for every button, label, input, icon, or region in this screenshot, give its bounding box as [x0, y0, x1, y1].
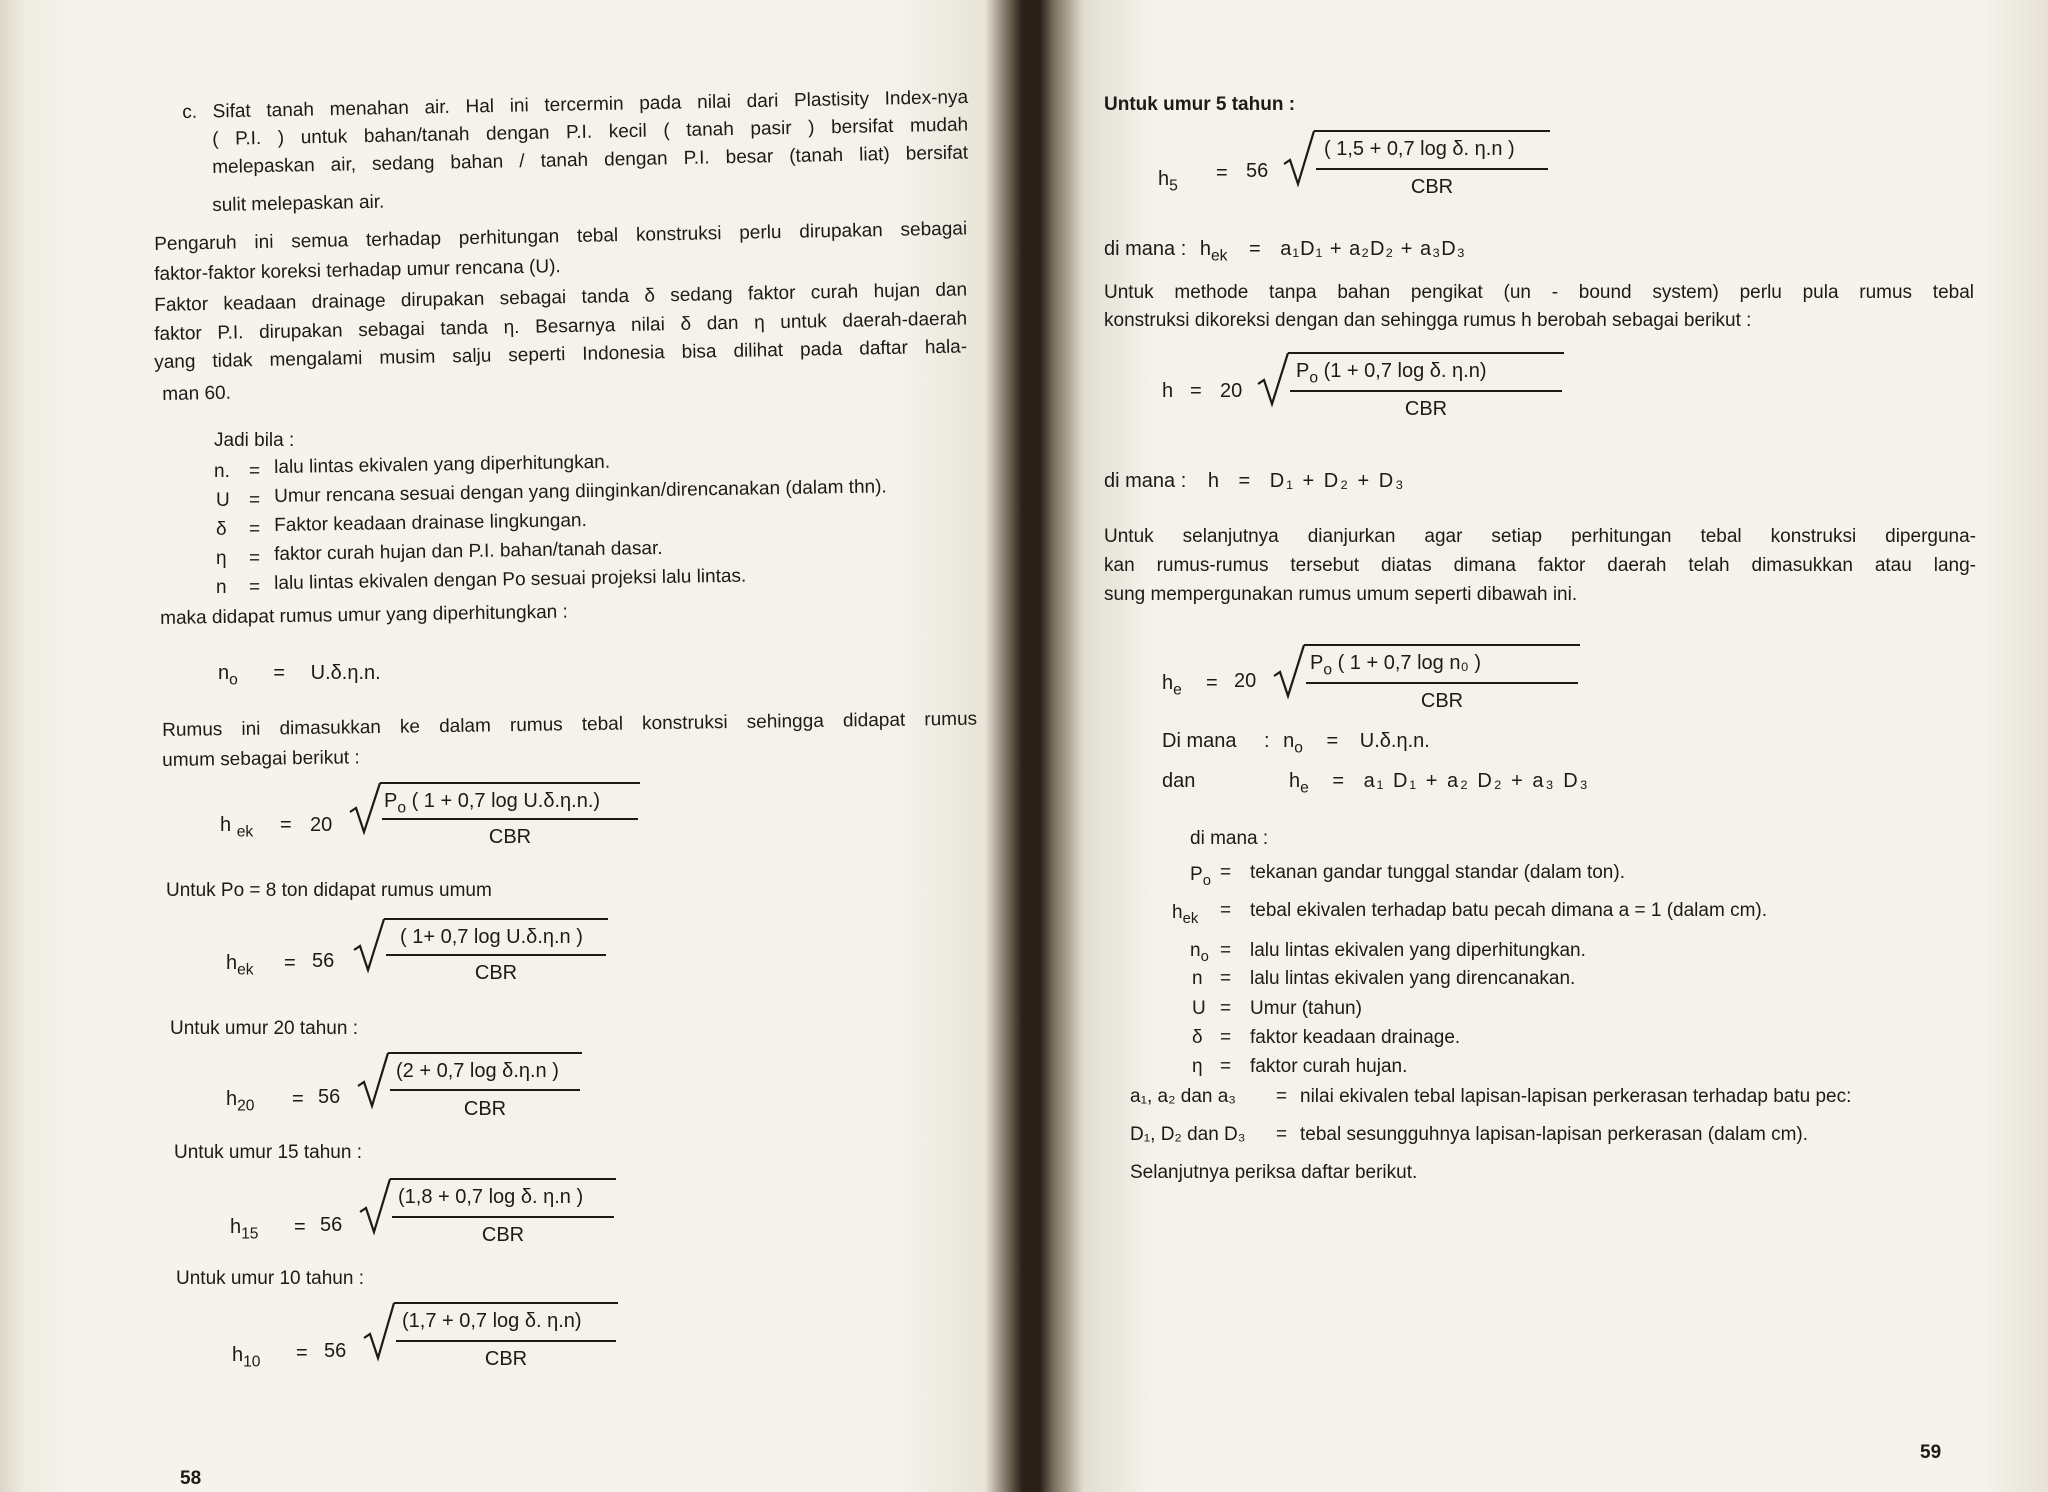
def-eq: =: [249, 548, 261, 569]
def-sym-eta: η: [216, 548, 227, 569]
def-text-a: nilai ekivalen tebal lapisan-lapisan perkerasan terhadap batu pec:: [1300, 1086, 1852, 1107]
formula-hek-sum: [1104, 238, 1466, 265]
def-sym-a: a₁, a₂ dan a₃: [1130, 1086, 1237, 1107]
formula-h5-numerator: ( 1,5 + 0,7 log δ. η.n ): [1324, 138, 1515, 160]
def-eq: =: [249, 490, 261, 511]
right-page: [1040, 0, 2048, 1492]
formula-h10-fraction-bar: [396, 1340, 616, 1342]
unbound-line-2: konstruksi dikoreksi dengan dan sehingga rumus h berobah sebagai berikut :: [1104, 310, 1752, 331]
def-eq: =: [1276, 1124, 1288, 1145]
unbound-line-1: Untuk methode tanpa bahan pengikat (un - bound system) perlu pula rumus tebal: [1104, 282, 1974, 303]
def-text-no: lalu lintas ekivalen yang diperhitungkan.: [1250, 940, 1586, 961]
umur-5-text: Untuk umur 5 tahun :: [1104, 94, 1296, 115]
def-eq: =: [1220, 862, 1232, 883]
def-text-delta: Faktor keadaan drainase lingkungan.: [274, 510, 587, 536]
umur-20-text: Untuk umur 20 tahun :: [170, 1018, 358, 1039]
formula-h-20-vinculum: [1288, 352, 1564, 354]
def-eq: =: [1220, 968, 1232, 989]
formula-hek-56-eq: =: [284, 952, 296, 974]
formula-h10-denominator: CBR: [484, 1348, 528, 1370]
he-sum-eq: =: [1332, 770, 1344, 792]
h-sum-rhs: D₁ + D₂ + D₃: [1269, 470, 1406, 492]
final-text: Selanjutnya periksa daftar berikut.: [1130, 1162, 1418, 1183]
formula-h15-eq: =: [294, 1216, 306, 1238]
formula-hek-56-numerator: ( 1+ 0,7 log U.δ.η.n ): [400, 926, 583, 948]
def-text-n-dot: lalu lintas ekivalen yang diperhitungkan.: [274, 451, 611, 478]
dan-label: dan: [1162, 770, 1196, 792]
formula-hek-20-numerator: $P_o$ ( 1 + 0,7 log U.δ.η.n.): [384, 790, 601, 817]
formula-hek-56-fraction-bar: [386, 954, 606, 956]
def-eq: =: [249, 461, 261, 482]
dimana-label: di mana :: [1104, 238, 1187, 260]
formula-h20-numerator: (2 + 0,7 log δ.η.n ): [396, 1060, 559, 1082]
formula-hek-20-fraction-bar: [382, 818, 638, 820]
formula-h15-const: 56: [320, 1214, 343, 1236]
selanjutnya-line-1: Untuk selanjutnya dianjurkan agar setiap perhitungan tebal konstruksi diperguna-: [1104, 526, 1976, 547]
item-c-line-1: c. Sifat tanah menahan air. Hal ini tercermin pada nilai dari Plastisity Index-nya: [182, 86, 969, 123]
formula-no-eq: =: [273, 662, 286, 684]
formula-he-20-eq: =: [1206, 672, 1218, 694]
formula-h5-lhs: $h_5$: [1158, 168, 1178, 195]
rumus-line-1: Rumus ini dimasukkan ke dalam rumus tebal konstruksi sehingga didapat rumus: [162, 708, 978, 741]
radical-icon: [354, 918, 386, 972]
def-text-d: tebal sesungguhnya lapisan-lapisan perkerasan (dalam cm).: [1300, 1124, 1809, 1145]
formula-he-20-const: 20: [1234, 670, 1257, 692]
formula-h20-fraction-bar: [390, 1089, 580, 1091]
def-eq: =: [1276, 1086, 1288, 1107]
no-eq: =: [1326, 730, 1339, 752]
radical-icon: [1284, 130, 1316, 186]
formula-h5-fraction-bar: [1316, 168, 1548, 170]
formula-he-20-denominator: CBR: [1420, 690, 1464, 712]
def-text-po: tekanan gandar tunggal standar (dalam ton).: [1250, 862, 1625, 883]
radical-icon: [364, 1302, 396, 1360]
no-symbol: $n_o$: [1283, 730, 1303, 757]
def-text-eta: faktor curah hujan dan P.I. bahan/tanah dasar.: [274, 537, 663, 565]
item-c-line-4: sulit melepaskan air.: [212, 191, 385, 216]
page-number-right: 59: [1920, 1442, 1942, 1463]
formula-h5-denominator: CBR: [1410, 176, 1454, 198]
formula-h15-vinculum: [390, 1178, 616, 1180]
def-sym-delta: δ: [216, 519, 227, 540]
formula-h10-const: 56: [324, 1340, 347, 1362]
formula-h15-lhs: $h_{15}$: [230, 1216, 259, 1243]
formula-hek-20-vinculum: [380, 782, 640, 784]
umur-15-text: Untuk umur 15 tahun :: [174, 1142, 362, 1163]
def-sym-hek: $h_{ek}$: [1172, 902, 1199, 928]
formula-hek-20-const: 20: [310, 814, 333, 836]
def-sym-n: n: [1192, 968, 1203, 989]
para1-line-4: faktor P.I. dirupakan sebagai tanda η. Besarnya nilai δ dan η untuk daerah-daerah: [154, 308, 968, 345]
formula-he-sum: [1162, 770, 1590, 797]
formula-h-20-numerator: $P_o$ (1 + 0,7 log δ. η.n): [1296, 360, 1487, 387]
he-symbol: $h_e$: [1288, 770, 1309, 797]
formula-h15-denominator: CBR: [481, 1224, 525, 1246]
untuk-po-text: Untuk Po = 8 ton didapat rumus umum: [166, 880, 492, 901]
formula-h-20-lhs: h: [1162, 380, 1174, 402]
def-sym-d: D₁, D₂ dan D₃: [1130, 1124, 1246, 1145]
hek-sum-rhs: a₁D₁ + a₂D₂ + a₃D₃: [1280, 238, 1466, 260]
def-sym-no: $n_o$: [1190, 940, 1209, 966]
def-sym-u: U: [1192, 998, 1206, 1019]
formula-no-lhs: $n_o$: [218, 662, 238, 689]
formula-hek-56-vinculum: [384, 918, 608, 920]
def-eq: =: [249, 519, 261, 540]
def-text-u: Umur rencana sesuai dengan yang diinginkan/direncanakan (dalam thn).: [274, 476, 887, 507]
def-eq: =: [1220, 1056, 1232, 1077]
def-text-n: lalu lintas ekivalen dengan Po sesuai projeksi lalu lintas.: [274, 565, 747, 594]
formula-h-20-denominator: CBR: [1404, 398, 1448, 420]
formula-no: [218, 662, 381, 689]
jadi-bila: Jadi bila :: [214, 430, 295, 451]
formula-hek-56-denominator: CBR: [474, 962, 518, 984]
formula-h5-const: 56: [1246, 160, 1269, 182]
left-page: [0, 0, 1022, 1492]
radical-icon: [360, 1178, 392, 1234]
radical-icon: [358, 1052, 390, 1108]
formula-h-sum: [1104, 470, 1405, 493]
def-sym-n: n: [216, 577, 227, 598]
formula-he-20-numerator: $P_o$ ( 1 + 0,7 log n₀ ): [1310, 652, 1481, 679]
formula-h20-denominator: CBR: [463, 1098, 507, 1120]
formula-h15-numerator: (1,8 + 0,7 log δ. η.n ): [398, 1186, 584, 1208]
formula-h-20-const: 20: [1220, 380, 1243, 402]
formula-he-20-fraction-bar: [1306, 682, 1578, 684]
dimana-4: di mana :: [1190, 828, 1269, 849]
item-c-line-2: ( P.I. ) untuk bahan/tanah dengan P.I. kecil ( tanah pasir ) bersifat mudah: [212, 114, 969, 150]
formula-h10-numerator: (1,7 + 0,7 log δ. η.n): [402, 1310, 582, 1332]
para1-line-6: man 60.: [162, 382, 232, 405]
colon: :: [1264, 730, 1270, 752]
def-eq: =: [1220, 900, 1232, 921]
def-eq: =: [1220, 998, 1232, 1019]
selanjutnya-line-2: kan rumus-rumus tersebut diatas dimana faktor daerah telah dimasukkan atau lang-: [1104, 555, 1976, 576]
def-text-eta: faktor curah hujan.: [1250, 1056, 1408, 1077]
def-eq: =: [249, 577, 261, 598]
def-sym-n-dot: n.: [214, 461, 230, 482]
dimana-label: Di mana: [1162, 730, 1237, 752]
hek-sum-eq: =: [1249, 238, 1261, 260]
formula-hek-20-lhs: h $_{ek}$: [220, 814, 254, 841]
he-sum-rhs: a₁ D₁ + a₂ D₂ + a₃ D₃: [1363, 770, 1590, 792]
formula-hek-20-denominator: CBR: [488, 826, 532, 848]
def-text-delta: faktor keadaan drainage.: [1250, 1027, 1461, 1048]
formula-no-rhs: U.δ.η.n.: [310, 662, 381, 684]
hek-symbol: $h_{ek}$: [1199, 238, 1228, 265]
def-text-n: lalu lintas ekivalen yang direncanakan.: [1250, 968, 1576, 989]
radical-icon: [350, 782, 382, 834]
para1-line-3: Faktor keadaan drainage dirupakan sebagai tanda δ sedang faktor curah hujan dan: [154, 279, 968, 316]
formula-h5-eq: =: [1216, 162, 1228, 184]
page-number-left: 58: [180, 1468, 202, 1489]
h-sum-eq: =: [1238, 470, 1251, 492]
radical-icon: [1258, 352, 1290, 406]
para1-line-2: faktor-faktor koreksi terhadap umur rencana (U).: [154, 256, 561, 285]
formula-h10-eq: =: [296, 1342, 308, 1364]
def-text-hek: tebal ekivalen terhadap batu pecah dimana a = 1 (dalam cm).: [1250, 900, 1768, 921]
formula-h5-vinculum: [1314, 130, 1550, 132]
formula-h10-lhs: $h_{10}$: [232, 1344, 261, 1371]
dimana-label: di mana :: [1104, 470, 1187, 492]
def-sym-po: $P_o$: [1190, 864, 1211, 890]
no-rhs: U.δ.η.n.: [1359, 730, 1430, 752]
formula-hek-56-lhs: $h_{ek}$: [226, 952, 254, 979]
selanjutnya-line-3: sung mempergunakan rumus umum seperti dibawah ini.: [1104, 584, 1578, 605]
radical-icon: [1274, 644, 1306, 698]
para1-line-1: Pengaruh ini semua terhadap perhitungan tebal konstruksi perlu dirupakan sebagai: [154, 218, 968, 255]
formula-h-20-eq: =: [1190, 380, 1202, 402]
rumus-line-2: umum sebagai berikut :: [162, 747, 360, 771]
def-eq: =: [1220, 940, 1232, 961]
def-text-u: Umur (tahun): [1250, 998, 1362, 1019]
formula-h20-vinculum: [388, 1052, 582, 1054]
umur-10-text: Untuk umur 10 tahun :: [176, 1268, 364, 1289]
formula-h10-vinculum: [394, 1302, 618, 1304]
formula-h15-fraction-bar: [392, 1216, 614, 1218]
formula-h20-const: 56: [318, 1086, 341, 1108]
para1-line-5: yang tidak mengalami musim salju seperti Indonesia bisa dilihat pada daftar hala-: [154, 336, 968, 373]
formula-he-20-lhs: $h_e$: [1162, 672, 1182, 699]
formula-hek-56-const: 56: [312, 950, 335, 972]
formula-no-right: [1162, 730, 1430, 757]
item-c-line-3: melepaskan air, sedang bahan / tanah dengan P.I. besar (tanah liat) bersifat: [212, 142, 969, 178]
def-sym-u: U: [216, 490, 230, 511]
def-eq: =: [1220, 1027, 1232, 1048]
def-sym-eta: η: [1192, 1056, 1203, 1077]
formula-he-20-vinculum: [1304, 644, 1580, 646]
h-symbol: h: [1207, 470, 1219, 492]
formula-h20-eq: =: [292, 1088, 304, 1110]
formula-h20-lhs: $h_{20}$: [226, 1088, 255, 1115]
def-sym-delta: δ: [1192, 1027, 1203, 1048]
formula-hek-20-eq: =: [280, 814, 292, 836]
maka-text: maka didapat rumus umur yang diperhitungkan :: [160, 601, 568, 629]
formula-h-20-fraction-bar: [1290, 390, 1562, 392]
